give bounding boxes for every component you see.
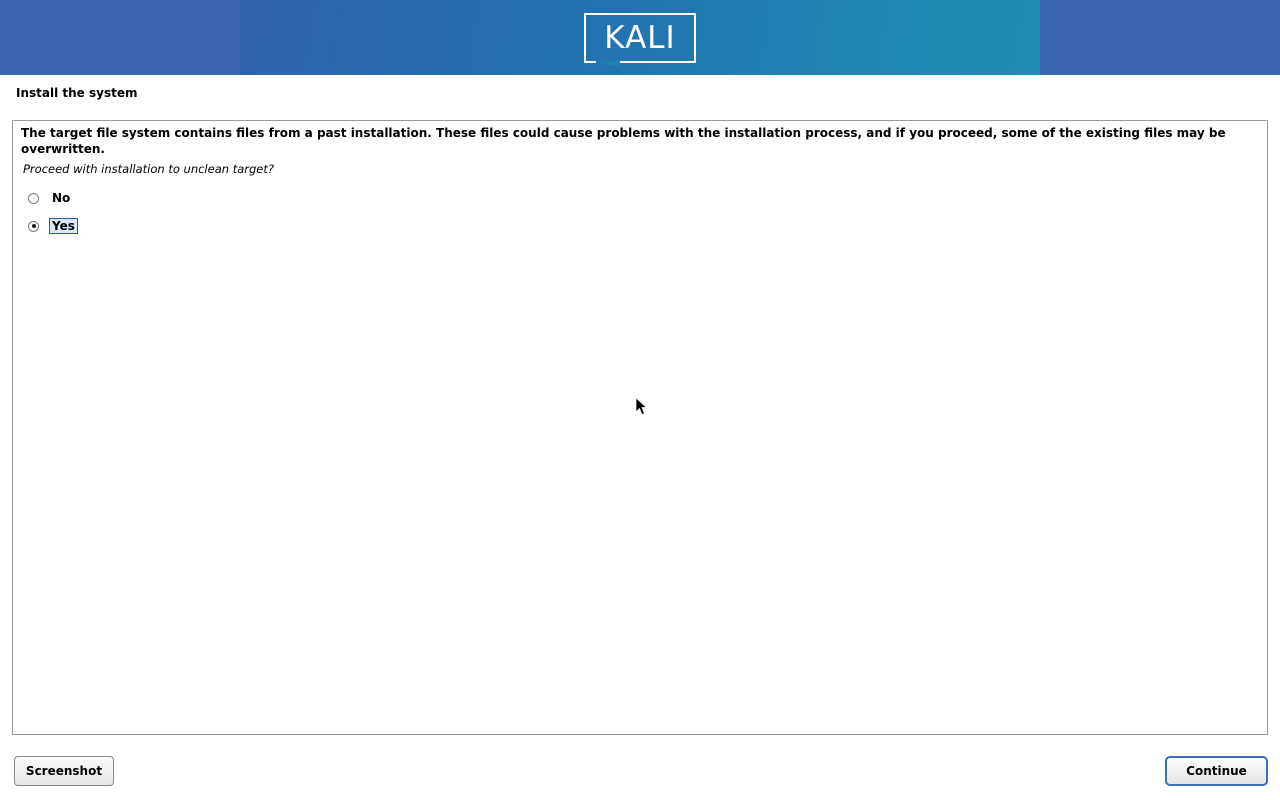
screenshot-button[interactable]: Screenshot: [14, 756, 114, 786]
radio-icon-yes[interactable]: [28, 221, 39, 232]
radio-icon-no[interactable]: [28, 193, 39, 204]
continue-button[interactable]: Continue: [1165, 756, 1268, 786]
radio-option-no[interactable]: [23, 187, 623, 209]
dialog-message: The target file system contains files from a past installation. These files could cause problems with the installation process, and if you proceed, some of the existing files may be overwritten.: [21, 126, 1226, 156]
installer-banner: [0, 0, 1280, 75]
dialog-prompt: Proceed with installation to unclean target?: [23, 162, 274, 176]
kali-logo: KALI: [584, 13, 696, 63]
page-title: Install the system: [16, 86, 138, 100]
kali-logo-notch: [596, 61, 620, 65]
radio-option-yes[interactable]: [23, 215, 623, 237]
dialog-panel: [12, 120, 1268, 735]
radio-group: [23, 187, 623, 237]
radio-label-no[interactable]: No: [52, 191, 71, 205]
radio-label-yes[interactable]: Yes: [49, 218, 78, 234]
